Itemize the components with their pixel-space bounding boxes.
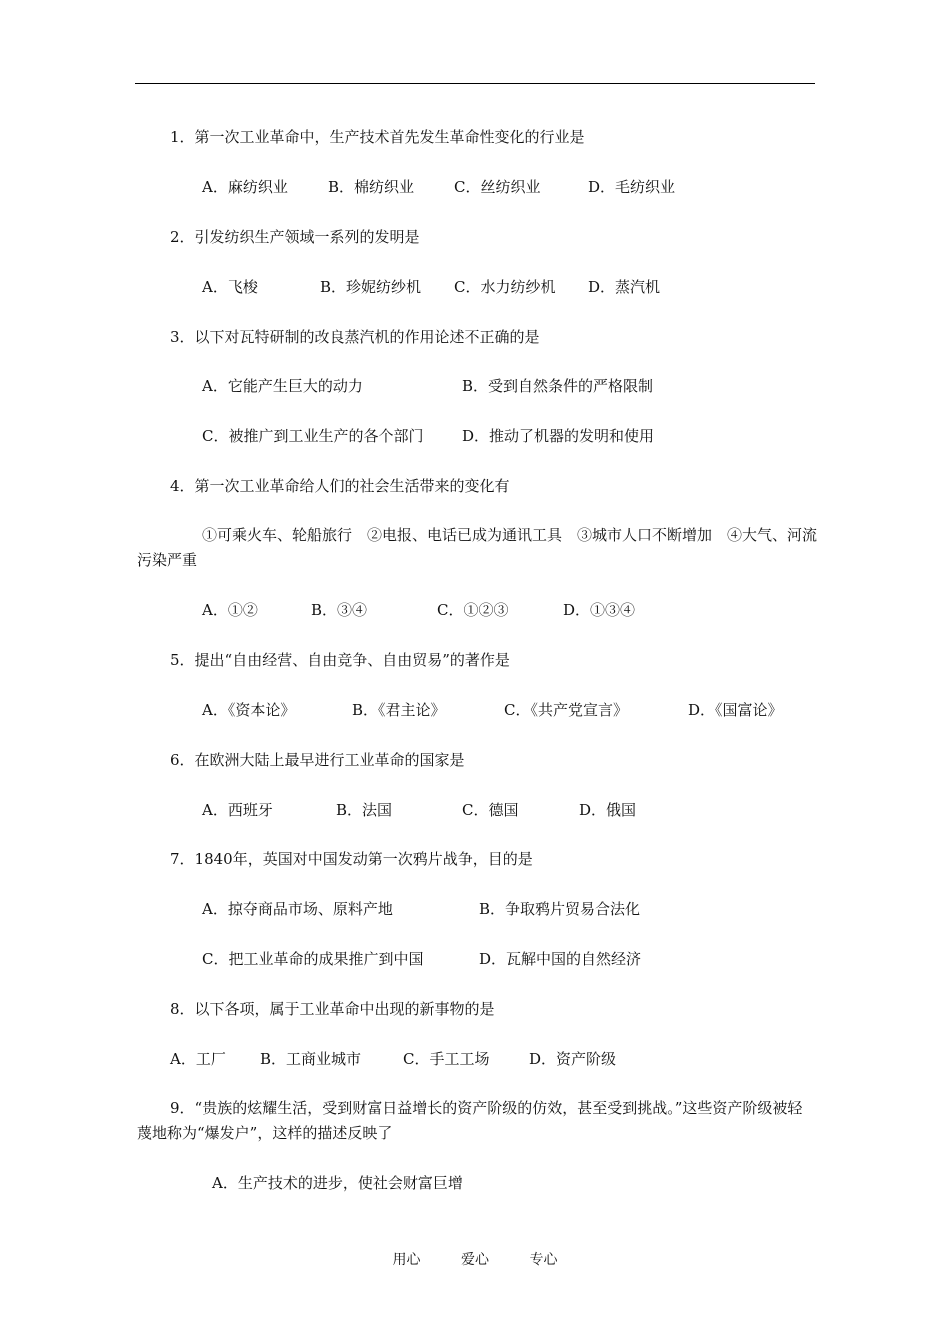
question-2-option-c: C．水力纺纱机	[454, 278, 556, 296]
question-8-option-c: C．手工工场	[403, 1050, 490, 1068]
question-4-option-d: D．①③④	[563, 601, 636, 619]
question-3-option-d: D．推动了机器的发明和使用	[462, 427, 655, 445]
question-4-detail: ①可乘火车、轮船旅行 ②电报、电话已成为通讯工具 ③城市人口不断增加 ④大气、河流污染严重	[137, 526, 818, 569]
question-3-option-c: C．被推广到工业生产的各个部门	[202, 427, 424, 445]
question-6-option-c: C．德国	[462, 801, 519, 819]
question-6-stem: 6．在欧洲大陆上最早进行工业革命的国家是	[170, 751, 465, 769]
question-5-option-c: C．《共产党宣言》	[504, 701, 628, 719]
question-4-option-b: B．③④	[311, 601, 368, 619]
question-1-option-c: C．丝纺织业	[454, 178, 541, 196]
question-2-option-d: D．蒸汽机	[588, 278, 661, 296]
question-6-option-a: A．西班牙	[202, 801, 273, 819]
question-7-stem: 7．1840年，英国对中国发动第一次鸦片战争，目的是	[170, 850, 533, 868]
question-3-option-a: A．它能产生巨大的动力	[202, 377, 363, 395]
question-5-option-b: B．《君主论》	[352, 701, 446, 719]
question-4-option-a: A．①②	[202, 601, 258, 619]
question-7-option-d: D．瓦解中国的自然经济	[479, 950, 642, 968]
question-8-option-d: D．资产阶级	[529, 1050, 617, 1068]
footer-text-3: 专心	[529, 1252, 558, 1268]
footer-text-2: 爱心	[461, 1252, 489, 1268]
question-5-stem: 5．提出“自由经营、自由竞争、自由贸易”的著作是	[170, 651, 510, 669]
question-2-stem: 2．引发纺织生产领域一系列的发明是	[170, 228, 420, 246]
question-5-option-d: D．《国富论》	[688, 701, 783, 719]
question-6-option-b: B．法国	[336, 801, 393, 819]
question-4-stem: 4．第一次工业革命给人们的社会生活带来的变化有	[170, 477, 510, 495]
question-8-stem: 8．以下各项，属于工业革命中出现的新事物的是	[170, 1000, 495, 1018]
question-7-option-a: A．掠夺商品市场、原料产地	[202, 900, 393, 918]
question-1-option-d: D．毛纺织业	[588, 178, 676, 196]
question-5-option-a: A．《资本论》	[202, 701, 296, 719]
question-6-option-d: D．俄国	[579, 801, 637, 819]
question-1-stem: 1．第一次工业革命中，生产技术首先发生革命性变化的行业是	[170, 128, 585, 146]
question-8-option-a: A．工厂	[170, 1050, 226, 1068]
page-footer	[0, 1249, 950, 1269]
question-3-option-b: B．受到自然条件的严格限制	[462, 377, 654, 395]
question-3-stem: 3．以下对瓦特研制的改良蒸汽机的作用论述不正确的是	[170, 328, 540, 346]
question-4-option-c: C．①②③	[437, 601, 509, 619]
question-1-option-a: A．麻纺织业	[202, 178, 288, 196]
question-7-option-b: B．争取鸦片贸易合法化	[479, 900, 641, 918]
question-2-option-a: A．飞梭	[202, 278, 258, 296]
question-2-option-b: B．珍妮纺纱机	[320, 278, 422, 296]
question-8-option-b: B．工商业城市	[260, 1050, 362, 1068]
question-9-option-a: A．生产技术的进步，使社会财富巨增	[212, 1174, 463, 1192]
question-7-option-c: C．把工业革命的成果推广到中国	[202, 950, 424, 968]
question-9-stem: 9．“贵族的炫耀生活，受到财富日益增长的资产阶级的仿效，甚至受到挑战。”这些资产阶级被轻蔑地称为“爆发户”，这样的描述反映了	[137, 1099, 803, 1142]
header-rule	[135, 83, 815, 84]
question-1-option-b: B．棉纺织业	[328, 178, 415, 196]
footer-text-1: 用心	[392, 1252, 421, 1268]
